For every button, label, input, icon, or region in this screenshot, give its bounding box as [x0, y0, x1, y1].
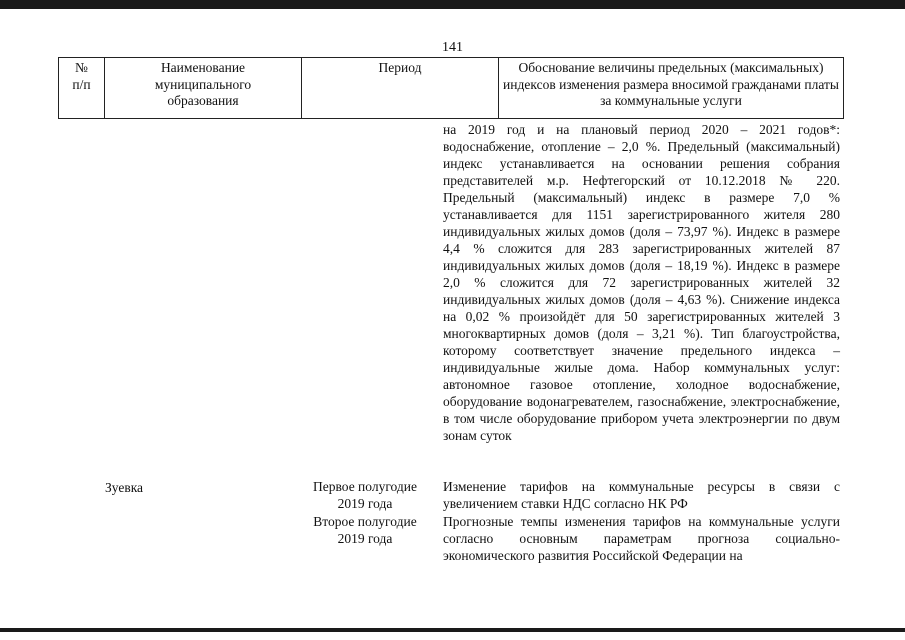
- table-header: [58, 57, 844, 119]
- page-number: 141: [442, 40, 463, 55]
- header-number-label: № п/п: [72, 60, 91, 92]
- period-first-half: Первое полугодие 2019 года: [313, 479, 417, 511]
- continuation-justification-text: на 2019 год и на плановый период 2020 – 2021 годов*: водоснабжение, отопление – 2,0 %. Предельный (максимальный) индекс устанавливается на основании решения собрания представителей м.р. Нефтегорский от 10.12.2018 № 220. Предельный (максимальный) индекс в размере 7,0 % устанавливается для 1151 зарегистрированного жителя 280 индивидуальных жилых домов (доля – 73,97 %). Индекс в размере 4,4 % сложится для 283 зарегистрированных жителей 87 индивидуальных жилых домов (доля – 18,19 %). Индекс в размере 2,0 % сложится для 72 зарегистрированных жителей 32 индивидуальных жилых домов (доля – 4,63 %). Снижение индекса на 0,02 % произойдёт для 50 зарегистрированных жителей 3 многоквартирных домов (доля – 3,21 %). Тип благоустройства, которому соответствует значение предельного индекса – индивидуальные жилые дома. Набор коммунальных услуг: автономное газовое отопление, холодное водоснабжение, оборудование водонагревателем, газоснабжение, электроснабжение, в том числе оборудование прибором учета электроэнергии по двум зонам суток: [443, 122, 840, 443]
- justification-first-half: Изменение тарифов на коммунальные ресурсы в связи с увеличением ставки НДС согласно НК РФ: [443, 479, 840, 511]
- header-cell-number: [59, 58, 105, 118]
- header-cell-justification: [499, 58, 843, 118]
- header-justification-label: Обоснование величины предельных (максимальных) индексов изменения размера вносимой гражданами платы за коммунальные услуги: [503, 60, 839, 108]
- header-period-label: Период: [378, 60, 422, 75]
- header-municipality-label: Наименование муниципального образования: [154, 60, 252, 108]
- municipality-name: Зуевка: [105, 480, 144, 495]
- period-second-half: Второе полугодие 2019 года: [313, 514, 417, 546]
- justification-second-half: Прогнозные темпы изменения тарифов на коммунальные услуги согласно основным параметрам прогноза социально-экономического развития Российской Федерации на: [443, 514, 840, 563]
- top-border-rule: [0, 0, 905, 9]
- bottom-border-rule: [0, 628, 905, 632]
- header-cell-period: [302, 58, 499, 118]
- header-cell-municipality: [105, 58, 302, 118]
